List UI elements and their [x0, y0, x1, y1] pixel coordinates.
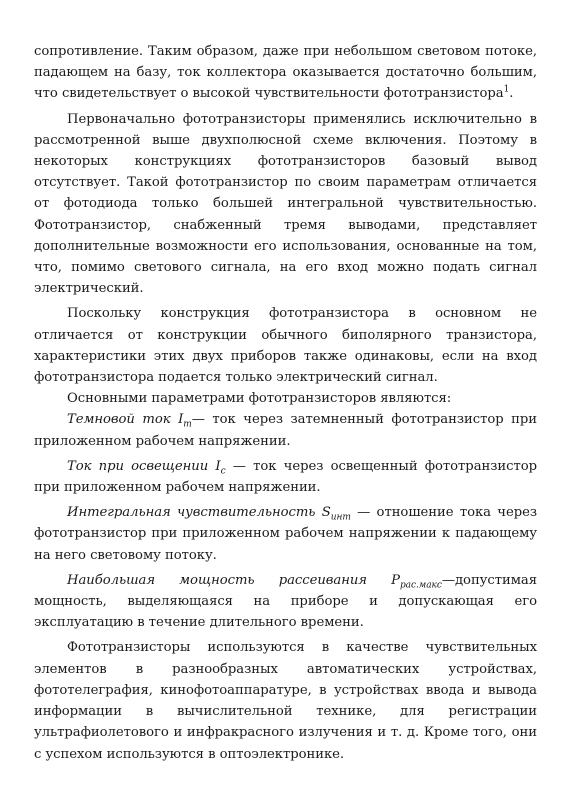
term-max-power — [67, 572, 442, 591]
term-dark-current — [67, 412, 192, 431]
term-sensitivity-label: Интегральная чувствительность S — [67, 505, 331, 521]
definition-max-power-text: —допустимая мощность, выделяющаяся на приборе и допускающая его эксплуатацию в течение длительного времени. — [34, 572, 537, 631]
definition-max-power — [34, 570, 537, 634]
term-dark-current-subscript: т — [183, 420, 192, 431]
term-light-current-label: Ток при освещении I — [67, 458, 221, 474]
parameters-intro: Основными параметрами фототранзисторов являются: — [67, 391, 452, 407]
term-sensitivity — [67, 505, 351, 523]
paragraph-continuation-end: . — [509, 86, 514, 102]
definition-dark-current-text: — ток через затемненный фототранзистор при приложенном рабочем напряжении. — [34, 412, 538, 449]
definition-sensitivity-text: — отношение тока через фототранзистор при приложенном рабочем напряжении к падающему на него световому потоку. — [34, 505, 537, 563]
term-light-current-subscript: c — [220, 466, 226, 477]
definition-sensitivity — [34, 502, 537, 566]
document-page — [34, 41, 537, 765]
term-dark-current-label: Темновой ток I — [67, 412, 184, 428]
term-light-current — [67, 458, 226, 477]
term-sensitivity-subscript: инт — [330, 512, 351, 523]
definition-light-current — [34, 456, 537, 498]
definition-light-current-text: — ток через освещенный фототранзистор при приложенном рабочем напряжении. — [34, 458, 537, 496]
paragraph-construction: Поскольку конструкция фототранзистора в основном не отличается от конструкции обычного биполярного транзистора, характеристики этих двух приборов также одинаковы, если на вход фототранзистора подается только электрический сигнал. — [34, 306, 537, 386]
term-max-power-label: Наибольшая мощность рассеивания P — [67, 572, 400, 588]
definition-dark-current — [34, 409, 537, 451]
footnote-marker: 1 — [503, 85, 510, 96]
paragraph-history: Первоначально фототранзисторы применялись исключительно в рассмотренной выше двухполюсной схеме включения. Поэтому в некоторых конструкциях фототранзисторов базовый вывод отсутствует. Такой фототранзистор по своим параметрам отличается от фотодиода только большей интегральной чувствительностью. Фототранзистор, снабженный тремя выводами, представляет дополнительные возможности его использования, основанные на том, что, помимо светового сигнала, на его вход можно подать сигнал электрический. — [34, 111, 537, 297]
paragraph-continuation — [34, 41, 537, 105]
paragraph-continuation-text: сопротивление. Таким образом, даже при небольшом световом потоке, падающем на базу, ток коллектора оказывается достаточно большим, что свидетельствует о высокой чувствительности фототранзистора — [34, 44, 537, 102]
term-max-power-subscript: рас.макс — [399, 580, 442, 591]
paragraph-applications: Фототранзисторы используются в качестве чувствительных элементов в разнообразных автоматических устройствах, фототелеграфия, кинофотоаппаратуре, в устройствах ввода и вывода информации в вычислительной технике, для регистрации ультрафиолетового и инфракрасного излучения и т. д. Кроме того, они с успехом используются в оптоэлектронике. — [34, 640, 537, 762]
